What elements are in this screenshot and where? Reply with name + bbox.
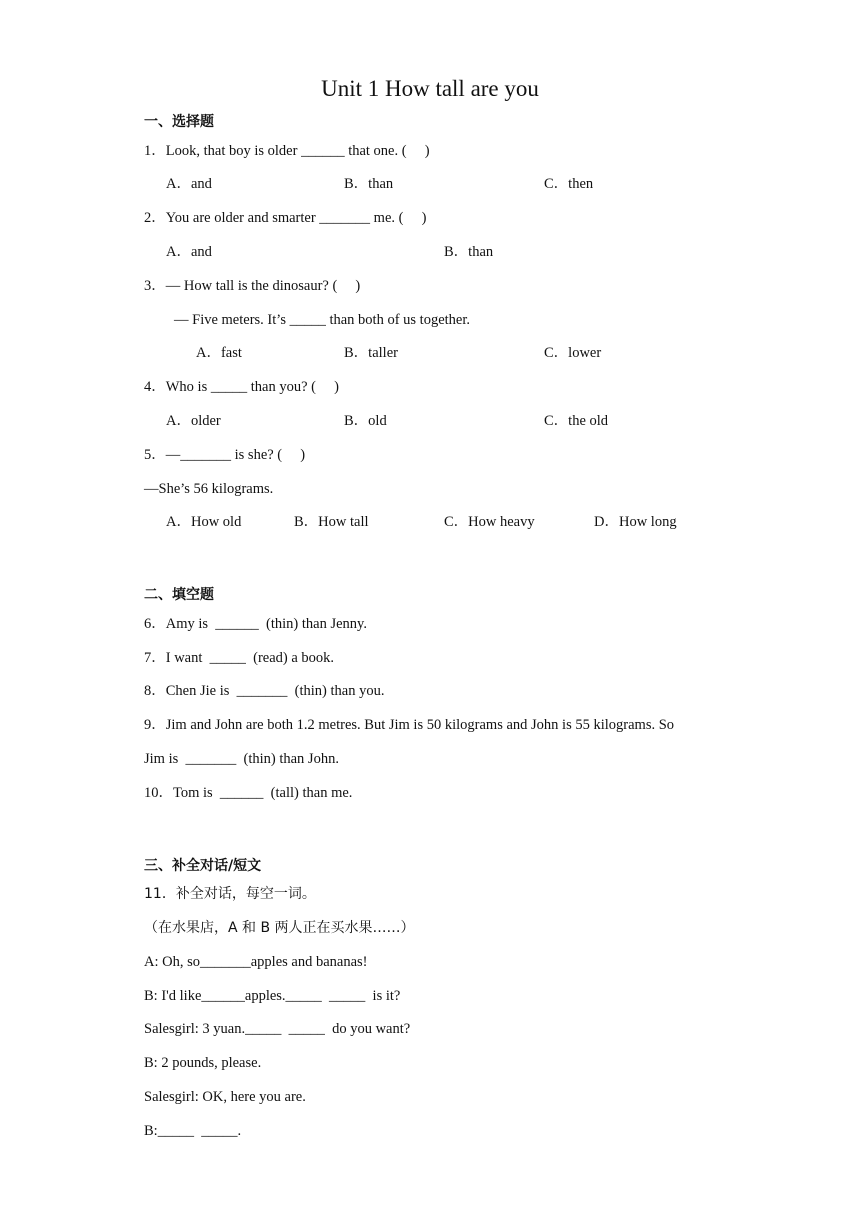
section-heading-choice: 一、选择题: [144, 114, 214, 130]
dialogue-line: B: I'd like______apples._____ _____ is it?: [144, 988, 401, 1004]
question-11-stem: 11．补全对话，每空一词。: [144, 886, 316, 902]
question-5-stem-2: —She’s 56 kilograms.: [144, 481, 274, 497]
question-1-option-b: B．than: [344, 176, 394, 192]
question-1-option-c: C．then: [544, 176, 594, 192]
question-9-line-2: Jim is _______ (thin) than John.: [144, 751, 339, 767]
dialogue-context: （在水果店，A 和 B 两人正在买水果……）: [144, 920, 415, 936]
question-5-option-a: A．How old: [166, 514, 242, 530]
question-8: 8．Chen Jie is _______ (thin) than you.: [144, 683, 385, 699]
question-3-stem-2: — Five meters. It’s _____ than both of us together.: [174, 312, 471, 328]
question-5-option-b: B．How tall: [294, 514, 369, 530]
question-1-stem: 1．Look, that boy is older ______ that one. ( ): [144, 143, 430, 159]
question-3-option-b: B．taller: [344, 345, 398, 361]
dialogue-line: Salesgirl: 3 yuan._____ _____ do you want?: [144, 1021, 411, 1037]
dialogue-line: A: Oh, so_______apples and bananas!: [144, 954, 368, 970]
dialogue-line: B: 2 pounds, please.: [144, 1055, 262, 1071]
question-4-option-c: C．the old: [544, 413, 609, 429]
question-3-option-c: C．lower: [544, 345, 602, 361]
question-2-option-a: A．and: [166, 244, 212, 260]
section-heading-dialogue: 三、补全对话/短文: [144, 858, 262, 874]
question-1-option-a: A．and: [166, 176, 212, 192]
dialogue-line: Salesgirl: OK, here you are.: [144, 1089, 306, 1105]
question-3-option-a: A．fast: [196, 345, 242, 361]
page-title: Unit 1 How tall are you: [321, 76, 539, 101]
question-6: 6．Amy is ______ (thin) than Jenny.: [144, 616, 367, 632]
question-4-option-b: B．old: [344, 413, 387, 429]
question-10: 10．Tom is ______ (tall) than me.: [144, 785, 353, 801]
question-7: 7．I want _____ (read) a book.: [144, 650, 335, 666]
question-2-stem: 2．You are older and smarter _______ me. ( ): [144, 210, 427, 226]
question-9-line-1: 9．Jim and John are both 1.2 metres. But Jim is 50 kilograms and John is 55 kilograms. So: [144, 717, 675, 733]
question-4-stem: 4．Who is _____ than you? ( ): [144, 379, 339, 395]
question-3-stem: 3．— How tall is the dinosaur? ( ): [144, 278, 361, 294]
question-5-option-c: C．How heavy: [444, 514, 535, 530]
dialogue-line: B:_____ _____.: [144, 1123, 242, 1139]
question-5-stem: 5．—_______ is she? ( ): [144, 447, 306, 463]
question-4-option-a: A．older: [166, 413, 221, 429]
section-heading-fill-blank: 二、填空题: [144, 587, 214, 603]
question-2-option-b: B．than: [444, 244, 494, 260]
question-5-option-d: D．How long: [594, 514, 677, 530]
